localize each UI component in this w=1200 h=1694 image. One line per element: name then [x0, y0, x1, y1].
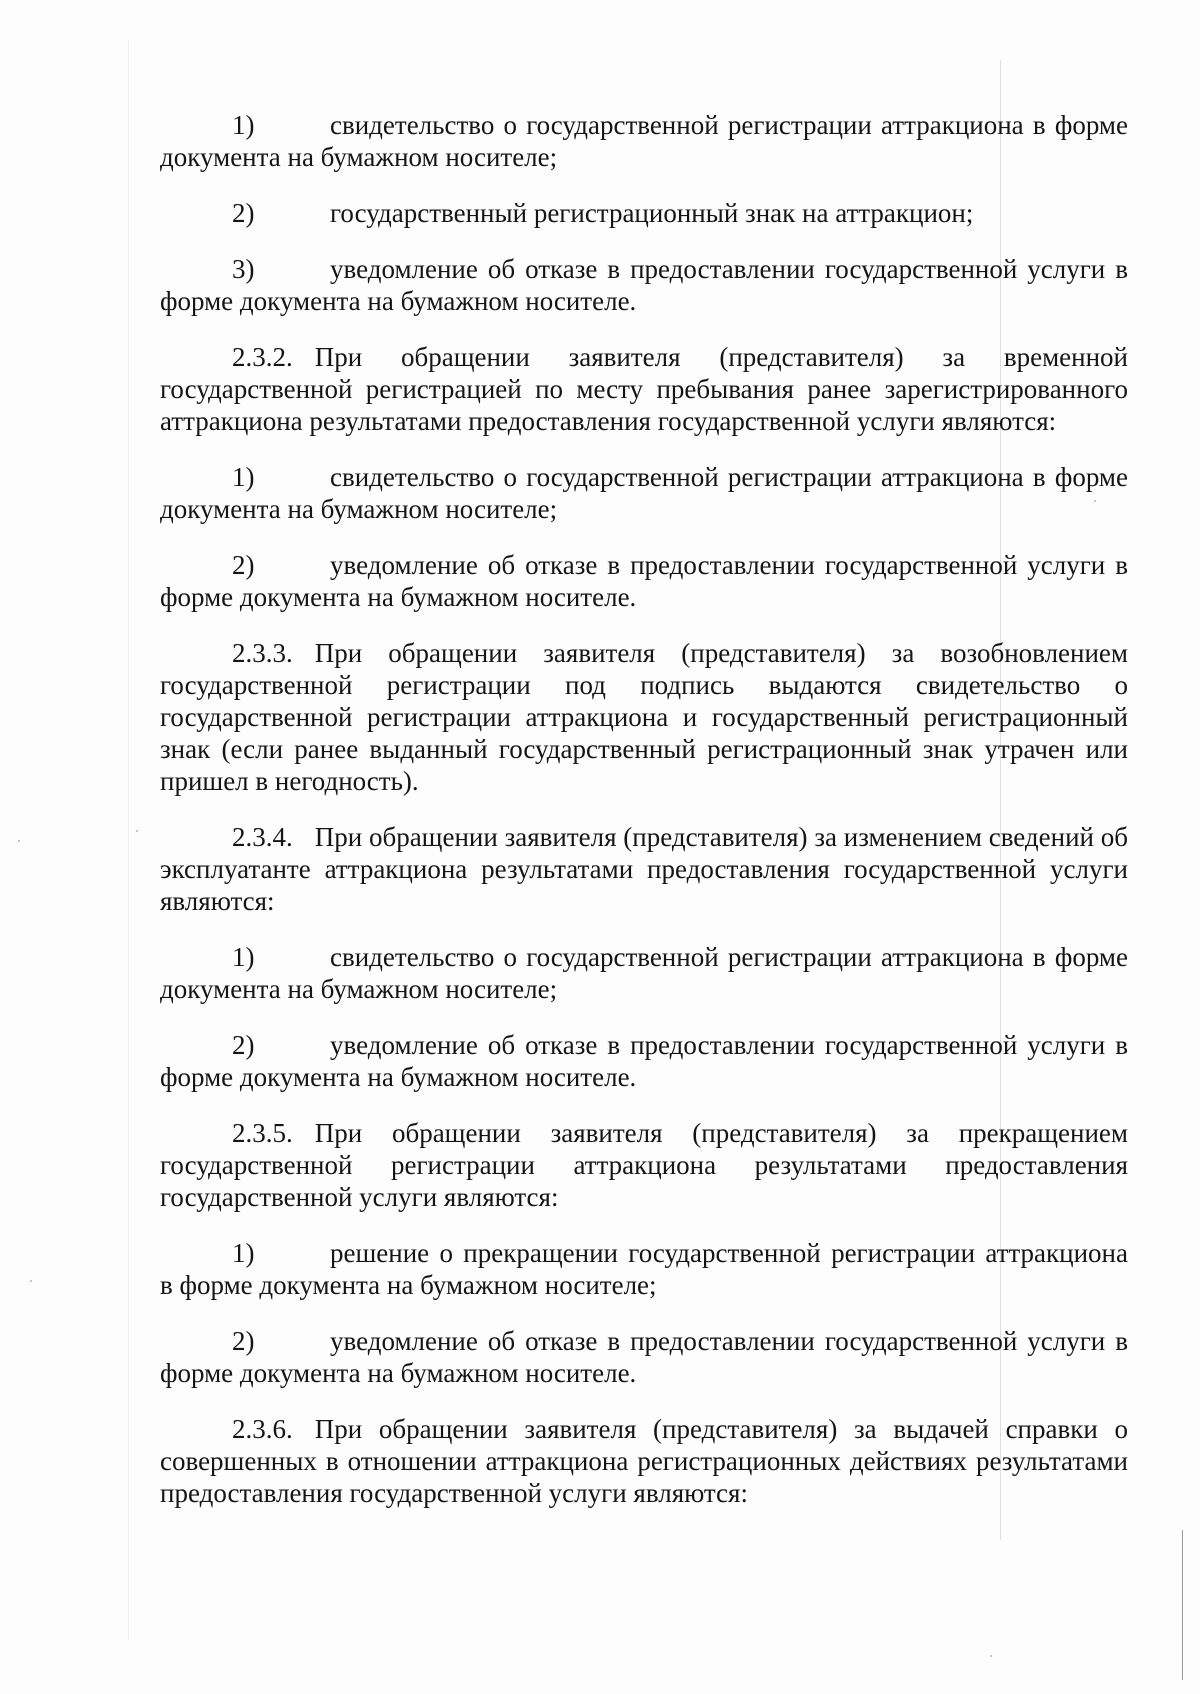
item-text: свидетельство о государственной регистрации аттракциона в форме документа на бумажном носителе;: [160, 942, 1128, 1004]
section-text: При обращении заявителя (представителя) за временной государственной регистрацией по месту пребывания ранее зарегистрированного аттракциона результатами предоставления государственной услуги являются:: [160, 342, 1128, 436]
section-paragraph: [160, 1413, 1128, 1509]
item-label: 1): [232, 942, 255, 972]
list-item: [160, 1029, 1128, 1093]
item-text: свидетельство о государственной регистрации аттракциона в форме документа на бумажном носителе;: [160, 110, 1128, 172]
list-item: [160, 941, 1128, 1005]
item-label: 2): [232, 198, 255, 228]
item-text: свидетельство о государственной регистрации аттракциона в форме документа на бумажном носителе;: [160, 462, 1128, 524]
item-text: уведомление об отказе в предоставлении государственной услуги в форме документа на бумажном носителе.: [160, 254, 1128, 316]
item-label: 2): [232, 1326, 255, 1356]
section-text: При обращении заявителя (представителя) за возобновлением государственной регистрации под подпись выдаются свидетельство о государственной регистрации аттракциона и государственный регистрационный знак (если ранее выданный государственный регистрационный знак утрачен или пришел в негодность).: [160, 638, 1128, 796]
item-text: решение о прекращении государственной регистрации аттракциона в форме документа на бумажном носителе;: [160, 1238, 1128, 1300]
section-number: 2.3.2.: [232, 342, 293, 372]
section-number: 2.3.5.: [232, 1118, 293, 1148]
section-text: При обращении заявителя (представителя) за изменением сведений об эксплуатанте аттракциона результатами предоставления государственной услуги являются:: [160, 822, 1128, 916]
item-text: государственный регистрационный знак на аттракцион;: [330, 198, 974, 228]
item-label: 1): [232, 110, 255, 140]
section-paragraph: [160, 1117, 1128, 1213]
section-text: При обращении заявителя (представителя) за прекращением государственной регистрации аттракциона результатами предоставления государственной услуги являются:: [160, 1118, 1128, 1212]
section-text: При обращении заявителя (представителя) за выдачей справки о совершенных в отношении аттракциона регистрационных действиях результатами предоставления государственной услуги являются:: [160, 1414, 1128, 1508]
list-item: [160, 1237, 1128, 1301]
item-text: уведомление об отказе в предоставлении государственной услуги в форме документа на бумажном носителе.: [160, 1326, 1128, 1388]
section-paragraph: [160, 341, 1128, 437]
section-number: 2.3.4.: [232, 822, 293, 852]
list-item: [160, 253, 1128, 317]
document-body: [160, 109, 1128, 1533]
section-number: 2.3.6.: [232, 1414, 293, 1444]
scan-artifact-line: [128, 40, 129, 1640]
scan-artifact-speck: [136, 830, 138, 832]
item-label: 2): [232, 1030, 255, 1060]
scan-artifact-speck: [18, 840, 20, 842]
list-item: [160, 549, 1128, 613]
item-label: 3): [232, 254, 255, 284]
item-label: 2): [232, 550, 255, 580]
list-item: [160, 1325, 1128, 1389]
item-label: 1): [232, 462, 255, 492]
scan-artifact-line: [1182, 1530, 1183, 1680]
list-item: [160, 461, 1128, 525]
item-label: 1): [232, 1238, 255, 1268]
section-paragraph: [160, 637, 1128, 797]
section-number: 2.3.3.: [232, 638, 293, 668]
item-text: уведомление об отказе в предоставлении государственной услуги в форме документа на бумажном носителе.: [160, 1030, 1128, 1092]
section-paragraph: [160, 821, 1128, 917]
list-item: [160, 109, 1128, 173]
scan-artifact-speck: [30, 1280, 32, 1282]
scan-artifact-speck: [990, 1655, 992, 1657]
list-item: [160, 197, 1128, 229]
item-text: уведомление об отказе в предоставлении государственной услуги в форме документа на бумажном носителе.: [160, 550, 1128, 612]
